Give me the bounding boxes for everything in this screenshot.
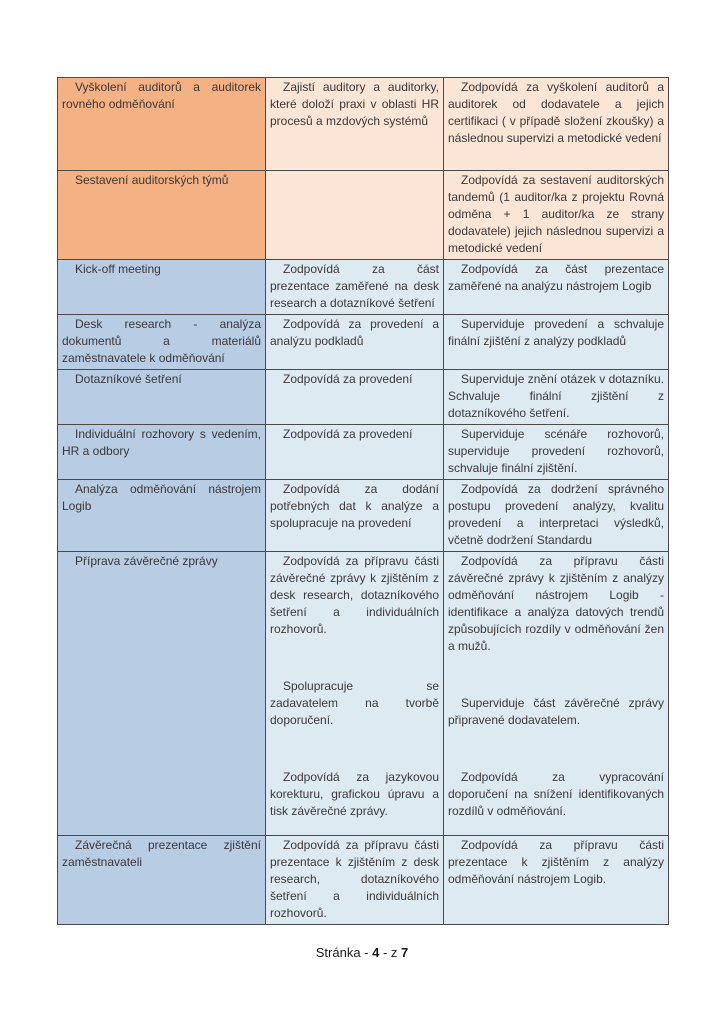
footer-separator: - z [379,945,402,960]
cell-col2 [266,425,444,480]
responsibility-table [57,77,669,925]
paragraph: Zodpovídá za přípravu části závěrečné zprávy k zjištěním z desk research, dotazníkového šetření a individuálních rozhovorů. [270,554,439,636]
paragraph: Příprava závěrečné zprávy [75,554,218,568]
cell-col2 [266,171,444,260]
cell-col2 [266,260,444,315]
paragraph: Superviduje scénáře rozhovorů, superviduje provedení rozhovorů, schvaluje finální zjištění. [448,427,664,475]
cell-activity [58,260,266,315]
footer-page-number: 4 [372,945,380,960]
table-row [58,78,669,171]
cell-activity [58,480,266,552]
cell-col3 [444,480,669,552]
paragraph: Zodpovídá za provedení a analýzu podkladů [270,317,439,348]
cell-col3 [444,836,669,925]
cell-activity [58,370,266,425]
page-footer [0,945,724,960]
table-row [58,836,669,925]
paragraph: Zajistí auditory a auditorky, které doloží praxi v oblasti HR procesů a mzdových systémů [270,80,439,128]
paragraph: Kick-off meeting [75,262,161,276]
cell-col3 [444,370,669,425]
cell-col3 [444,171,669,260]
cell-col2 [266,78,444,171]
paragraph: Zodpovídá za část prezentace zaměřené na analýzu nástrojem Logib [448,262,664,293]
table-row [58,480,669,552]
paragraph: Superviduje část závěrečné zprávy připravené dodavatelem. [448,696,664,727]
paragraph: Zodpovídá za provedení [283,372,413,386]
cell-col3 [444,78,669,171]
cell-col3 [444,425,669,480]
paragraph: Zodpovídá za jazykovou korekturu, grafickou úpravu a tisk závěrečné zprávy. [270,770,439,818]
table-row [58,315,669,370]
paragraph: Zodpovídá za sestavení auditorských tandemů (1 auditor/ka z projektu Rovná odměna + 1 auditor/ka ze strany dodavatele) jejich následnou supervizi a metodické vedení [448,173,664,255]
table-row [58,260,669,315]
paragraph: Sestavení auditorských týmů [75,173,229,187]
cell-activity [58,836,266,925]
cell-activity [58,315,266,370]
paragraph: Zodpovídá za část prezentace zaměřené na desk research a dotazníkové šetření [270,262,439,310]
paragraph: Vyškolení auditorů a auditorek rovného odměňování [62,80,261,111]
table-row [58,171,669,260]
paragraph: Dotazníkové šetření [75,372,182,386]
cell-col2 [266,315,444,370]
paragraph: Zodpovídá za vypracování doporučení na snížení identifikovaných rozdílů v odměňování. [448,770,664,818]
cell-col2 [266,480,444,552]
cell-col3 [444,552,669,836]
paragraph: Spolupracuje se zadavatelem na tvorbě doporučení. [270,679,439,727]
paragraph: Zodpovídá za provedení [283,427,413,441]
paragraph: Závěrečná prezentace zjištění zaměstnavateli [62,838,261,869]
table-row [58,425,669,480]
table-row [58,552,669,836]
paragraph: Zodpovídá za přípravu části závěrečné zprávy k zjištěním z analýzy odměňování nástrojem Logib - identifikace a analýza datových trendů způsobujících rozdíly v odměňování žen a mužů. [448,554,664,653]
cell-col2 [266,552,444,836]
cell-col2 [266,370,444,425]
footer-label: Stránka - [315,945,373,960]
paragraph: Zodpovídá za dodržení správného postupu provedení analýzy, kvalitu provedení a interpretaci výsledků, včetně dodržení Standardu [448,482,664,547]
paragraph: Superviduje znění otázek v dotazníku. Schvaluje finální zjištění z dotazníkového šetření. [448,372,664,420]
cell-col3 [444,260,669,315]
footer-total-pages: 7 [401,945,409,960]
paragraph: Zodpovídá za vyškolení auditorů a auditorek od dodavatele a jejich certifikaci ( v případě složení zkoušky) a následnou supervizi a metodické vedení [448,80,664,145]
paragraph: Zodpovídá za přípravu části prezentace k zjištěním z analýzy odměňování nástrojem Logib. [448,838,664,886]
cell-activity [58,171,266,260]
paragraph: Individuální rozhovory s vedením, HR a odbory [62,427,261,458]
paragraph: Superviduje provedení a schvaluje finální zjištění z analýzy podkladů [448,317,664,348]
cell-activity [58,552,266,836]
cell-activity [58,425,266,480]
paragraph: Zodpovídá za dodání potřebných dat k analýze a spolupracuje na provedení [270,482,439,530]
paragraph: Analýza odměňování nástrojem Logib [62,482,261,513]
paragraph: Zodpovídá za přípravu části prezentace k zjištěním z desk research, dotazníkového šetření a individuálních rozhovorů. [270,838,439,920]
cell-col2 [266,836,444,925]
paragraph: Desk research - analýza dokumentů a materiálů zaměstnavatele k odměňování [62,317,261,365]
cell-col3 [444,315,669,370]
table-row [58,370,669,425]
cell-activity [58,78,266,171]
